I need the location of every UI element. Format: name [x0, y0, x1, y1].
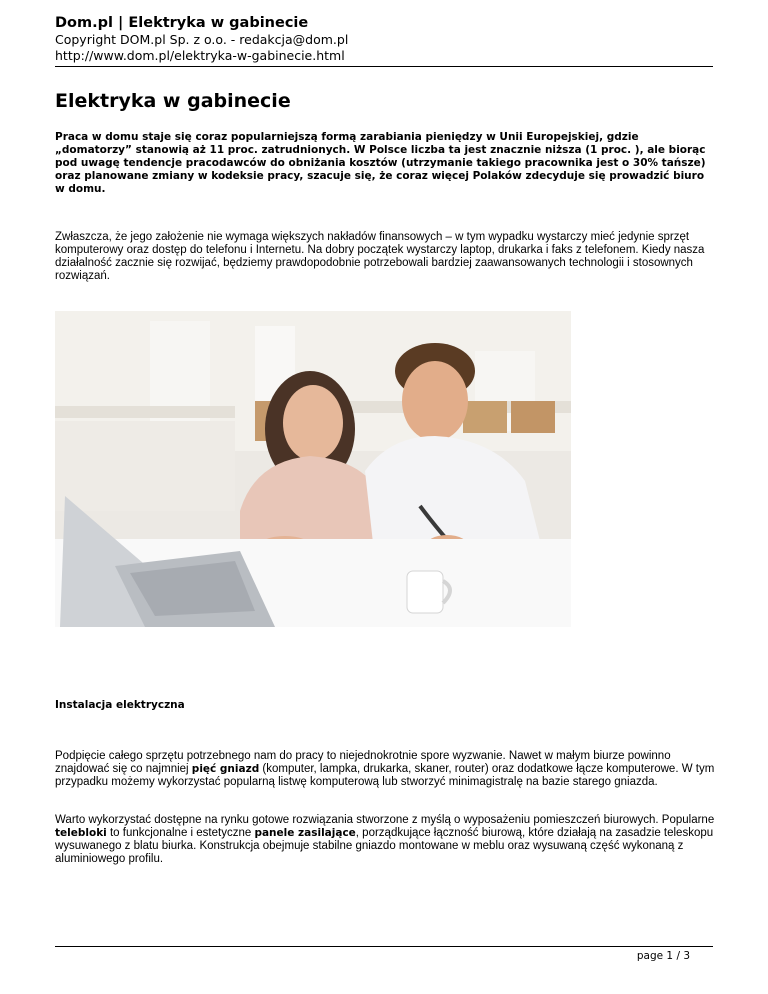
page-number: page 1 / 3: [636, 950, 690, 962]
copyright-line: Copyright DOM.pl Sp. z o.o. - redakcja@dom.pl: [55, 32, 349, 47]
paragraph-2: [55, 750, 720, 789]
header-divider: [55, 66, 713, 67]
bold-term-panele-zasilajace: panele zasilające: [254, 827, 356, 839]
paragraph-3-text-1: Warto wykorzystać dostępne na rynku gotowe rozwiązania stworzone z myślą o wyposażeniu pomieszczeń biurowych. Popularne: [55, 814, 715, 826]
paragraph-3: [55, 814, 720, 866]
paragraph-2-text-1: Podpięcie całego sprzętu potrzebnego nam do pracy to niejednokrotnie spore wyzwanie. Nawet w małym biurze powinno znajdować się co najmniej: [55, 750, 671, 775]
document-header: [55, 14, 713, 64]
site-title: Dom.pl | Elektryka w gabinecie: [55, 15, 309, 31]
section-heading: Instalacja elektryczna: [55, 699, 185, 711]
footer-divider: [55, 946, 713, 947]
lead-paragraph: Praca w domu staje się coraz popularniejszą formą zarabiania pieniędzy w Unii Europejskiej, gdzie „domatorzy” stanowią aż 11 proc. zatrudnionych. W Polsce liczba ta jest znacznie niższa (1 proc. ), ale biorąc pod uwagę tendencje pracodawców do obniżania kosztów (utrzymanie takiego pracownika jest o 30% tańsze) oraz planowane zmiany w kodeksie pracy, szacuje się, że coraz więcej Polaków zdecyduje się prowadzić biuro w domu.: [55, 131, 706, 195]
bold-term-piec-gniazd: pięć gniazd: [191, 763, 260, 775]
article-title: Elektryka w gabinecie: [55, 90, 291, 112]
article-photo: [55, 311, 571, 627]
source-url: http://www.dom.pl/elektryka-w-gabinecie.html: [55, 48, 345, 63]
paragraph-3-text-3: , porządkujące łączność biurową, które działają na zasadzie teleskopu wysuwanego z blatu biurka. Konstrukcja obejmuje stabilne gniazdo montowane w meblu oraz wysuwaną część wykonaną z aluminiowego profilu.: [55, 827, 714, 865]
office-couple-photo: [55, 311, 571, 627]
paragraph-1: Zwłaszcza, że jego założenie nie wymaga większych nakładów finansowych – w tym wypadku wystarczy mieć jedynie sprzęt komputerowy oraz dostęp do telefonu i Internetu. Na dobry początek wystarczy laptop, drukarka i faks z telefonem. Kiedy nasza działalność zacznie się rozwijać, będziemy prawdopodobnie potrzebowali bardziej zaawansowanych technologii i stosownych rozwiązań.: [55, 231, 705, 282]
paragraph-3-text-2: to funkcjonalne i estetyczne: [106, 827, 255, 839]
paragraph-2-text-2: (komputer, lampka, drukarka, skaner, router) oraz dodatkowe łącze komputerowe. W tym przypadku możemy wykorzystać popularną listwę komputerową lub stworzyć minimagistralę na bazie starego gniazda.: [55, 763, 715, 788]
bold-term-telebloki: telebloki: [55, 827, 107, 839]
